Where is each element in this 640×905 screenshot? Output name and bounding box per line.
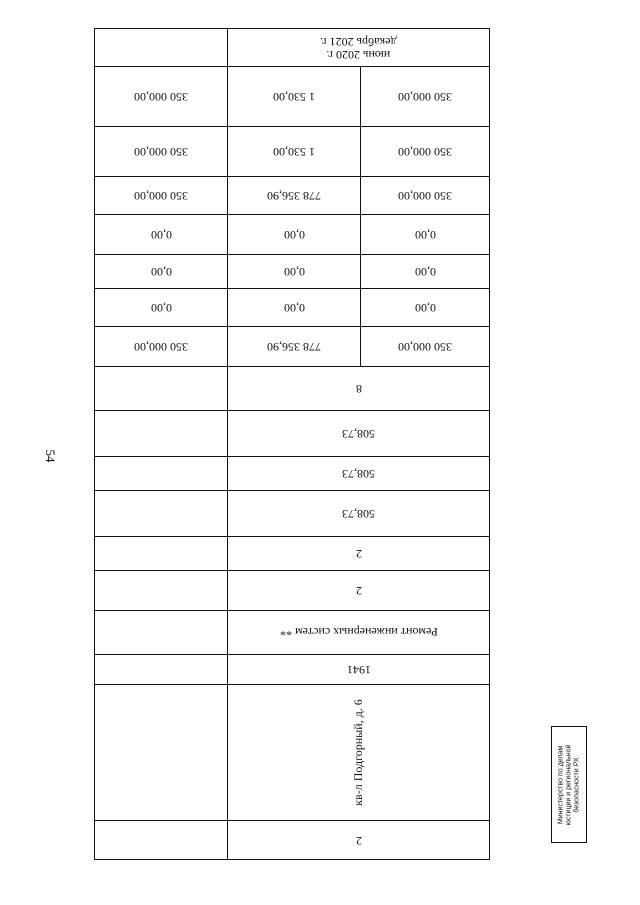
table-cell bbox=[227, 457, 489, 490]
table-cell bbox=[95, 67, 227, 126]
table-cell bbox=[95, 655, 227, 684]
stamp-line: безопасности РХ bbox=[573, 756, 580, 813]
table-row bbox=[95, 215, 489, 255]
table-cell bbox=[95, 367, 227, 410]
cell-text: 0,00 bbox=[414, 265, 436, 279]
cell-text: 2 bbox=[355, 547, 362, 561]
table-row bbox=[95, 255, 489, 289]
table-row bbox=[95, 655, 489, 685]
table-row bbox=[95, 537, 489, 571]
table-cell bbox=[227, 327, 360, 366]
table-cell bbox=[227, 491, 489, 536]
cell-text: 1 530,00 bbox=[273, 145, 315, 159]
cell-text: июнь 2020 г. декабрь 2021 г. bbox=[320, 34, 397, 62]
table-cell bbox=[227, 821, 489, 859]
cell-text: 2 bbox=[355, 833, 362, 848]
table-row bbox=[95, 821, 489, 859]
table-row bbox=[95, 491, 489, 537]
table-row bbox=[95, 609, 489, 655]
table-cell bbox=[95, 29, 227, 66]
cell-text: 0,00 bbox=[150, 228, 172, 242]
table-row bbox=[95, 127, 489, 177]
table-row bbox=[95, 457, 489, 491]
table-cell bbox=[227, 571, 489, 610]
stamp-line: юстиции и региональной bbox=[565, 744, 572, 825]
cell-text: 350 000,00 bbox=[134, 90, 188, 104]
table-cell bbox=[227, 29, 489, 66]
cell-text: 0,00 bbox=[150, 301, 172, 315]
table-row bbox=[95, 177, 489, 215]
table-cell bbox=[227, 367, 489, 410]
cell-text: 0,00 bbox=[150, 265, 172, 279]
table-cell bbox=[95, 411, 227, 456]
cell-text: 350 000,00 bbox=[134, 145, 188, 159]
table-row bbox=[95, 289, 489, 327]
table-cell bbox=[227, 411, 489, 456]
stamp-line: Министерство по делам bbox=[557, 745, 564, 824]
cell-text: Ремонт инженерных систем ** bbox=[279, 625, 438, 639]
table-cell bbox=[360, 67, 489, 126]
cell-text: 350 000,00 bbox=[134, 189, 188, 203]
table-row bbox=[95, 571, 489, 611]
table-row bbox=[95, 685, 489, 821]
cell-text: 0,00 bbox=[283, 228, 305, 242]
cell-text: 0,00 bbox=[283, 301, 305, 315]
cell-text: 508,73 bbox=[342, 507, 375, 521]
cell-text: 350 000,00 bbox=[398, 189, 452, 203]
cell-text: 350 000,00 bbox=[398, 145, 452, 159]
cell-text: 350 000,00 bbox=[398, 90, 452, 104]
table-cell bbox=[95, 327, 227, 366]
table-cell bbox=[360, 177, 489, 214]
table-cell bbox=[360, 255, 489, 288]
table-cell bbox=[95, 821, 227, 859]
table-row bbox=[95, 411, 489, 457]
cell-text: 0,00 bbox=[414, 301, 436, 315]
table-cell bbox=[360, 127, 489, 176]
cell-text: 0,00 bbox=[414, 228, 436, 242]
table-cell bbox=[227, 685, 489, 820]
table-cell bbox=[95, 491, 227, 536]
table-row bbox=[95, 29, 489, 67]
table-cell bbox=[227, 609, 489, 654]
table-row bbox=[95, 327, 489, 367]
table-cell bbox=[95, 289, 227, 326]
table-cell bbox=[227, 289, 360, 326]
cell-text: 350 000,00 bbox=[134, 340, 188, 354]
cell-text: 8 bbox=[355, 382, 362, 396]
table-cell bbox=[227, 255, 360, 288]
cell-text: 0,00 bbox=[283, 265, 305, 279]
cell-text: кв-л Подгорный, д. 6 bbox=[350, 699, 365, 806]
cell-text: 2 bbox=[355, 584, 362, 598]
table-cell bbox=[227, 537, 489, 570]
stamp-text bbox=[557, 744, 581, 825]
ministry-stamp bbox=[551, 726, 587, 843]
table-cell bbox=[227, 215, 360, 254]
table-cell bbox=[360, 289, 489, 326]
table-cell bbox=[227, 67, 360, 126]
data-table bbox=[94, 28, 490, 860]
table-cell bbox=[95, 177, 227, 214]
table-cell bbox=[95, 571, 227, 610]
cell-text: 508,73 bbox=[342, 467, 375, 481]
page-number: 54 bbox=[43, 449, 58, 463]
table-cell bbox=[227, 177, 360, 214]
table-cell bbox=[227, 655, 489, 684]
table-cell bbox=[360, 215, 489, 254]
table-row bbox=[95, 67, 489, 127]
table-cell bbox=[95, 537, 227, 570]
cell-text: 350 000,00 bbox=[398, 340, 452, 354]
table-row bbox=[95, 367, 489, 411]
table-cell bbox=[95, 215, 227, 254]
cell-text: 778 356,90 bbox=[267, 189, 321, 203]
cell-text: 508,73 bbox=[342, 427, 375, 441]
table-cell bbox=[95, 685, 227, 820]
table-cell bbox=[360, 327, 489, 366]
cell-text: 1941 bbox=[346, 663, 371, 677]
table-cell bbox=[95, 255, 227, 288]
cell-text: 1 530,00 bbox=[273, 90, 315, 104]
table-cell bbox=[227, 127, 360, 176]
table-cell bbox=[95, 127, 227, 176]
table-cell bbox=[95, 457, 227, 490]
table-cell bbox=[95, 609, 227, 654]
cell-text: 778 356,90 bbox=[267, 340, 321, 354]
